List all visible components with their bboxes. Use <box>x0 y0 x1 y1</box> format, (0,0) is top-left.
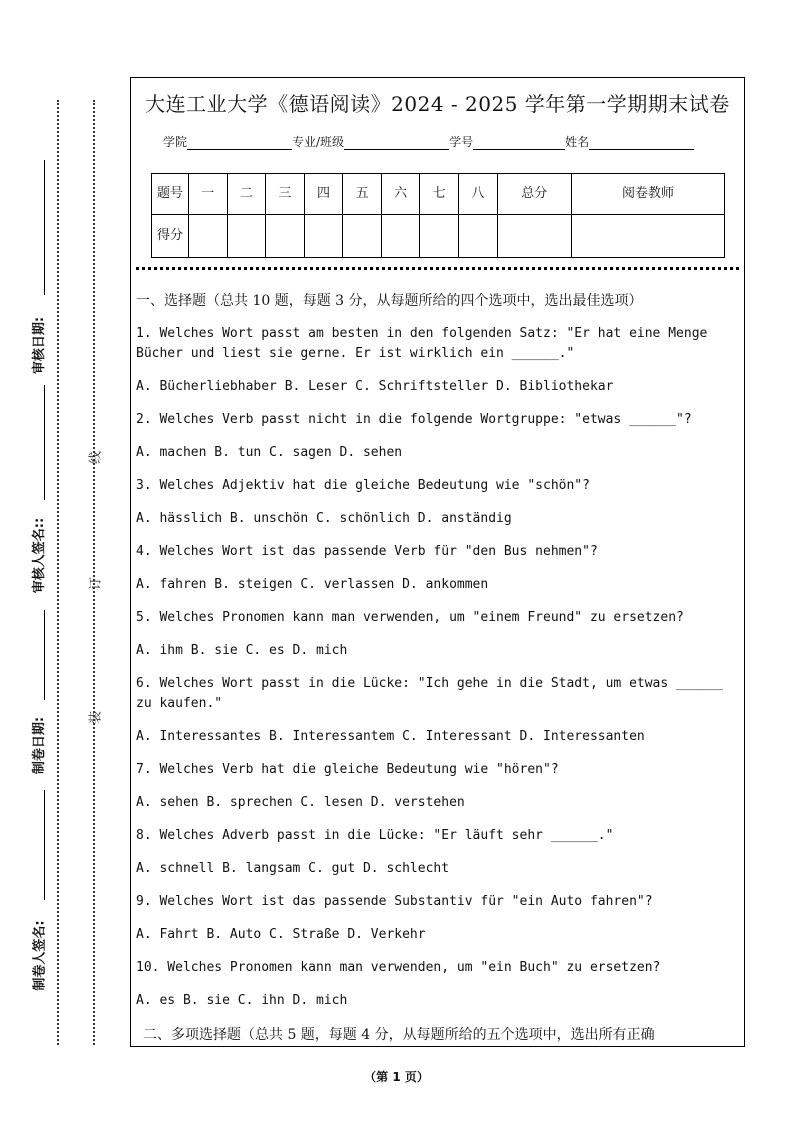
question-8-options: A. schnell B. langsam C. gut D. schlecht <box>136 861 450 876</box>
score-cell[interactable] <box>343 215 382 258</box>
question-6-options: A. Interessantes B. Interessantem C. Interessant D. Interessanten <box>136 729 645 744</box>
score-col-6: 六 <box>381 174 420 215</box>
score-table-row-head-question: 题号 <box>152 174 189 215</box>
score-col-2: 二 <box>227 174 266 215</box>
review-date-blank <box>44 160 45 295</box>
section-1 <box>136 291 738 1024</box>
score-col-8: 八 <box>459 174 498 215</box>
score-cell-grader[interactable] <box>572 215 725 258</box>
question-7: 7. Welches Verb hat die gleiche Bedeutung wie "hören"? <box>136 762 559 777</box>
score-col-3: 三 <box>266 174 305 215</box>
binding-mark-line: 线 <box>88 451 104 465</box>
header-separator <box>136 267 739 270</box>
question-2: 2. Welches Verb passt nicht in die folgende Wortgruppe: "etwas ______"? <box>136 412 692 427</box>
score-col-1: 一 <box>189 174 228 215</box>
score-cell[interactable] <box>266 215 305 258</box>
student-id-label: 学号 <box>449 135 474 149</box>
score-table-row-head-score: 得分 <box>152 215 189 258</box>
student-info-row <box>163 133 694 150</box>
binding-mark-install: 装 <box>88 711 104 725</box>
reviewer-signature-blank <box>44 385 45 500</box>
exam-frame <box>130 77 745 1047</box>
section-2-title: 二、多项选择题（总共 5 题，每题 4 分，从每题所给的五个选项中，选出所有正确 <box>143 1027 655 1043</box>
page-number: （第 1 页） <box>364 1070 429 1084</box>
paper-date-label: 制卷日期: <box>32 716 48 774</box>
question-4: 4. Welches Wort ist das passende Verb für "den Bus nehmen"? <box>136 544 598 559</box>
question-3-options: A. hässlich B. unschön C. schönlich D. anständig <box>136 511 512 526</box>
question-10: 10. Welches Pronomen kann man verwenden, um "ein Buch" zu ersetzen? <box>136 960 661 975</box>
question-10-options: A. es B. sie C. ihn D. mich <box>136 993 348 1008</box>
name-label: 姓名 <box>565 135 590 149</box>
student-id-field[interactable] <box>473 135 565 150</box>
review-date-label: 审核日期: <box>32 316 48 374</box>
score-cell[interactable] <box>420 215 459 258</box>
score-col-grader: 阅卷教师 <box>572 174 725 215</box>
binding-dotted-line-inner <box>93 100 95 1045</box>
question-1-options: A. Bücherliebhaber B. Leser C. Schriftsteller D. Bibliothekar <box>136 379 614 394</box>
score-cell[interactable] <box>304 215 343 258</box>
paper-date-blank <box>44 610 45 700</box>
question-8: 8. Welches Adverb passt in die Lücke: "Er läuft sehr ______." <box>136 828 614 843</box>
question-9-options: A. Fahrt B. Auto C. Straße D. Verkehr <box>136 927 426 942</box>
score-cell[interactable] <box>459 215 498 258</box>
score-cell-total[interactable] <box>497 215 571 258</box>
name-field[interactable] <box>589 135 694 150</box>
score-cell[interactable] <box>189 215 228 258</box>
score-cell[interactable] <box>381 215 420 258</box>
score-table <box>151 173 725 258</box>
question-1: 1. Welches Wort passt am besten in den folgenden Satz: "Er hat eine Menge Bücher und liest sie gerne. Er ist wirklich ein ______." <box>136 326 708 361</box>
score-col-total: 总分 <box>497 174 571 215</box>
paper-maker-signature-label: 制卷人签名: <box>32 919 48 991</box>
question-3: 3. Welches Adjektiv hat die gleiche Bedeutung wie "schön"? <box>136 478 590 493</box>
score-col-5: 五 <box>343 174 382 215</box>
question-4-options: A. fahren B. steigen C. verlassen D. ankommen <box>136 577 489 592</box>
major-class-field[interactable] <box>344 135 449 150</box>
question-5: 5. Welches Pronomen kann man verwenden, um "einem Freund" zu ersetzen? <box>136 610 684 625</box>
binding-mark-bind: 订 <box>88 577 104 591</box>
question-5-options: A. ihm B. sie C. es D. mich <box>136 643 348 658</box>
reviewer-signature-label: 审核人签名:: <box>32 517 48 593</box>
college-label: 学院 <box>163 135 188 149</box>
score-cell[interactable] <box>227 215 266 258</box>
section-1-title: 一、选择题（总共 10 题，每题 3 分，从每题所给的四个选项中，选出最佳选项） <box>136 293 643 309</box>
question-7-options: A. sehen B. sprechen C. lesen D. verstehen <box>136 795 465 810</box>
score-col-7: 七 <box>420 174 459 215</box>
question-2-options: A. machen B. tun C. sagen D. sehen <box>136 445 403 460</box>
exam-title: 大连工业大学《德语阅读》2024 - 2025 学年第一学期期末试卷 <box>145 92 730 116</box>
question-9: 9. Welches Wort ist das passende Substantiv für "ein Auto fahren"? <box>136 894 653 909</box>
question-6: 6. Welches Wort passt in die Lücke: "Ich gehe in die Stadt, um etwas ______ zu kaufen." <box>136 676 723 711</box>
score-col-4: 四 <box>304 174 343 215</box>
college-field[interactable] <box>187 135 292 150</box>
major-class-label: 专业/班级 <box>292 135 345 149</box>
paper-maker-signature-blank <box>44 790 45 900</box>
